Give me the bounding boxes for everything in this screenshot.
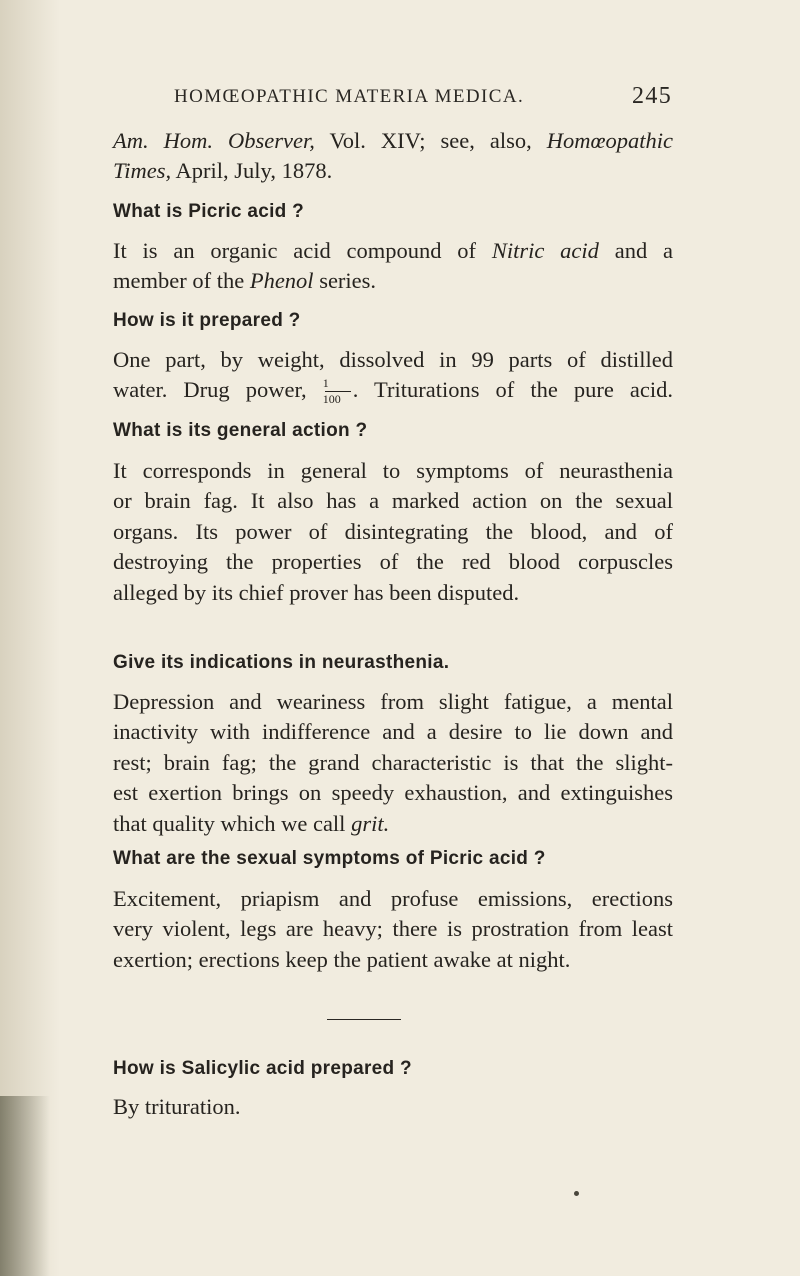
print-speck <box>574 1191 579 1196</box>
running-head-title: HOMŒOPATHIC MATERIA MEDICA. <box>174 86 525 107</box>
page-corner-shadow <box>0 1096 50 1276</box>
answer-4: Depression and weariness from slight fatigue, a mental inactivity with indifference and a desire to lie down and rest; brain fag; the grand characteristic is that the slight- est exertion brings on speedy exhaustion, and extinguishes that quality which we call grit. <box>113 689 673 836</box>
intro-line-1: Am. Hom. Observer, Vol. XIV; see, also, Homœopathic <box>113 128 673 153</box>
citation-journal-2: Homœopathic <box>546 128 673 153</box>
intro-line-2: Times, April, July, 1878. <box>113 158 333 184</box>
answer-5: Excitement, priapism and profuse emissions, erections very violent, legs are heavy; there is prostration from least exertion; erections keep the patient awake at night. <box>113 886 673 972</box>
answer-1: It is an organic acid compound of Nitric acid and a member of the Phenol series. <box>113 238 673 294</box>
answer-3: It corresponds in general to symptoms of neurasthenia or brain fag. It also has a marked action on the sexual organs. Its power of disintegrating the blood, and of destroying the properties of the red blood corpuscles alleged by its chief prover has been disputed. <box>113 458 673 605</box>
citation-journal: Am. Hom. Observer, <box>113 128 315 153</box>
question-3: What is its general action ? <box>113 420 368 441</box>
intro-citation <box>113 126 673 187</box>
fraction: $\frac{1}{100}$ <box>323 381 353 403</box>
question-2: How is it prepared ? <box>113 310 301 331</box>
question-1: What is Picric acid ? <box>113 201 305 222</box>
answer-6: By trituration. <box>113 1094 241 1119</box>
question-6: How is Salicylic acid prepared ? <box>113 1058 412 1079</box>
question-4: Give its indications in neurasthenia. <box>113 652 450 673</box>
question-5: What are the sexual symptoms of Picric acid ? <box>113 848 546 869</box>
section-divider <box>327 1019 401 1020</box>
page-number: 245 <box>632 83 673 109</box>
answer-2: One part, by weight, dissolved in 99 parts of distilled water. Drug power, $\frac{1}{100}$ . Triturations of the pure acid. <box>113 347 674 407</box>
page-edge-shadow <box>0 0 60 1276</box>
